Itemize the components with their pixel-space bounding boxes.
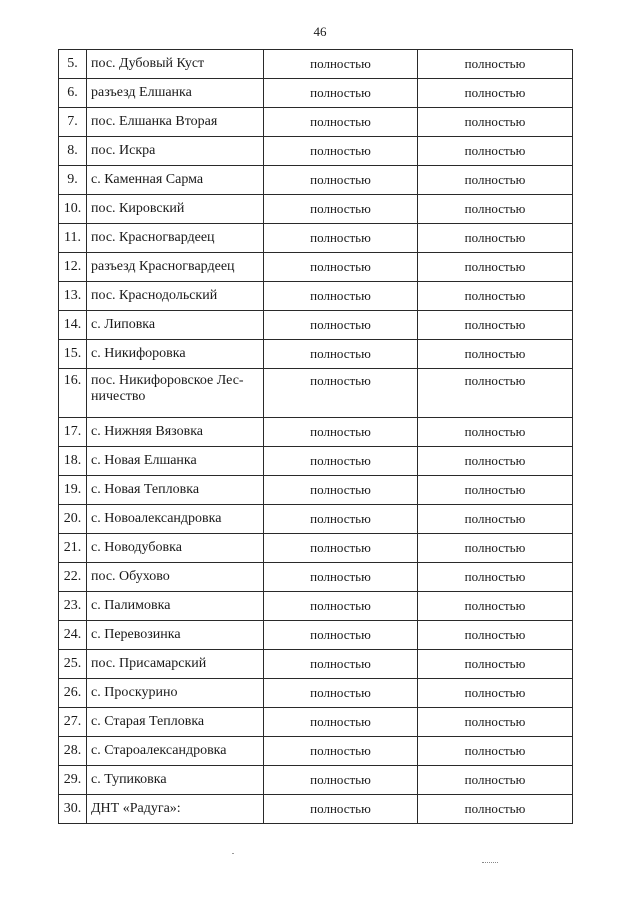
row-number: 19. xyxy=(59,476,87,505)
coverage-status-b: полностью xyxy=(418,795,573,824)
table-row xyxy=(59,592,573,621)
scan-mark xyxy=(232,853,234,854)
settlement-name: с. Нижняя Вязовка xyxy=(87,418,264,447)
settlement-name-line-1: пос. Никифоровское Лес- xyxy=(91,373,244,388)
row-number: 12. xyxy=(59,253,87,282)
coverage-status-b: полностью xyxy=(418,137,573,166)
settlement-name: с. Перевозинка xyxy=(87,621,264,650)
settlement-name: с. Старая Тепловка xyxy=(87,708,264,737)
settlement-name: с. Липовка xyxy=(87,311,264,340)
table-row xyxy=(59,253,573,282)
settlement-name: пос. Краснодольский xyxy=(87,282,264,311)
settlement-name: с. Новодубовка xyxy=(87,534,264,563)
settlement-name xyxy=(87,369,264,418)
row-number: 23. xyxy=(59,592,87,621)
settlement-name: разъезд Елшанка xyxy=(87,79,264,108)
coverage-status-b: полностью xyxy=(418,79,573,108)
coverage-status-a: полностью xyxy=(264,369,418,418)
row-number: 17. xyxy=(59,418,87,447)
settlement-name: с. Никифоровка xyxy=(87,340,264,369)
row-number: 24. xyxy=(59,621,87,650)
row-number: 28. xyxy=(59,737,87,766)
coverage-status-b: полностью xyxy=(418,50,573,79)
coverage-status-b: полностью xyxy=(418,447,573,476)
row-number: 5. xyxy=(59,50,87,79)
settlement-name: ДНТ «Радуга»: xyxy=(87,795,264,824)
coverage-status-b: полностью xyxy=(418,369,573,418)
coverage-status-a: полностью xyxy=(264,282,418,311)
settlement-name: пос. Кировский xyxy=(87,195,264,224)
row-number: 15. xyxy=(59,340,87,369)
coverage-status-b: полностью xyxy=(418,340,573,369)
coverage-status-b: полностью xyxy=(418,563,573,592)
coverage-status-a: полностью xyxy=(264,563,418,592)
coverage-status-b: полностью xyxy=(418,476,573,505)
settlement-name: с. Проскурино xyxy=(87,679,264,708)
table-row xyxy=(59,679,573,708)
coverage-status-a: полностью xyxy=(264,340,418,369)
table-row xyxy=(59,340,573,369)
row-number: 16. xyxy=(59,369,87,418)
table-row xyxy=(59,476,573,505)
row-number: 26. xyxy=(59,679,87,708)
table-row xyxy=(59,766,573,795)
coverage-status-a: полностью xyxy=(264,447,418,476)
table-row xyxy=(59,418,573,447)
coverage-status-a: полностью xyxy=(264,592,418,621)
settlement-name: с. Новоалександровка xyxy=(87,505,264,534)
settlement-name: пос. Елшанка Вторая xyxy=(87,108,264,137)
settlement-name: разъезд Красногвардеец xyxy=(87,253,264,282)
row-number: 30. xyxy=(59,795,87,824)
coverage-status-b: полностью xyxy=(418,166,573,195)
coverage-status-a: полностью xyxy=(264,79,418,108)
row-number: 21. xyxy=(59,534,87,563)
row-number: 9. xyxy=(59,166,87,195)
table-row xyxy=(59,166,573,195)
row-number: 6. xyxy=(59,79,87,108)
settlement-name: с. Каменная Сарма xyxy=(87,166,264,195)
row-number: 25. xyxy=(59,650,87,679)
coverage-status-b: полностью xyxy=(418,737,573,766)
settlement-name: с. Тупиковка xyxy=(87,766,264,795)
row-number: 18. xyxy=(59,447,87,476)
settlement-name: пос. Дубовый Куст xyxy=(87,50,264,79)
table-row xyxy=(59,195,573,224)
settlement-name-line-2: ничество xyxy=(91,389,146,404)
coverage-status-a: полностью xyxy=(264,253,418,282)
table-row xyxy=(59,650,573,679)
table-row xyxy=(59,621,573,650)
table-row xyxy=(59,282,573,311)
coverage-status-a: полностью xyxy=(264,50,418,79)
table-row xyxy=(59,369,573,418)
settlement-name: с. Палимовка xyxy=(87,592,264,621)
table-row xyxy=(59,563,573,592)
coverage-status-b: полностью xyxy=(418,311,573,340)
row-number: 8. xyxy=(59,137,87,166)
coverage-status-a: полностью xyxy=(264,311,418,340)
row-number: 14. xyxy=(59,311,87,340)
table-row xyxy=(59,79,573,108)
settlement-name: с. Новая Тепловка xyxy=(87,476,264,505)
settlement-name: с. Новая Елшанка xyxy=(87,447,264,476)
row-number: 20. xyxy=(59,505,87,534)
table-row xyxy=(59,795,573,824)
coverage-status-a: полностью xyxy=(264,650,418,679)
coverage-status-a: полностью xyxy=(264,708,418,737)
coverage-status-b: полностью xyxy=(418,534,573,563)
table-row xyxy=(59,505,573,534)
row-number: 7. xyxy=(59,108,87,137)
settlement-name: пос. Присамарский xyxy=(87,650,264,679)
table-row xyxy=(59,708,573,737)
table-row xyxy=(59,108,573,137)
coverage-status-b: полностью xyxy=(418,708,573,737)
table-row xyxy=(59,311,573,340)
coverage-status-b: полностью xyxy=(418,592,573,621)
row-number: 11. xyxy=(59,224,87,253)
settlement-name: пос. Искра xyxy=(87,137,264,166)
coverage-status-a: полностью xyxy=(264,476,418,505)
table-row xyxy=(59,737,573,766)
table-body xyxy=(59,50,573,824)
coverage-status-b: полностью xyxy=(418,108,573,137)
coverage-status-a: полностью xyxy=(264,766,418,795)
table-row xyxy=(59,50,573,79)
row-number: 29. xyxy=(59,766,87,795)
coverage-status-a: полностью xyxy=(264,505,418,534)
settlement-name: пос. Красногвардеец xyxy=(87,224,264,253)
coverage-status-a: полностью xyxy=(264,137,418,166)
coverage-status-b: полностью xyxy=(418,418,573,447)
table-row xyxy=(59,224,573,253)
coverage-status-b: полностью xyxy=(418,505,573,534)
settlement-name: с. Староалександровка xyxy=(87,737,264,766)
coverage-status-b: полностью xyxy=(418,224,573,253)
scan-mark xyxy=(482,862,498,864)
coverage-status-a: полностью xyxy=(264,166,418,195)
table-row xyxy=(59,137,573,166)
coverage-status-b: полностью xyxy=(418,650,573,679)
settlements-table xyxy=(58,49,573,824)
coverage-status-b: полностью xyxy=(418,679,573,708)
table-row xyxy=(59,534,573,563)
coverage-status-a: полностью xyxy=(264,795,418,824)
coverage-status-b: полностью xyxy=(418,621,573,650)
coverage-status-b: полностью xyxy=(418,253,573,282)
coverage-status-a: полностью xyxy=(264,621,418,650)
coverage-status-b: полностью xyxy=(418,195,573,224)
coverage-status-a: полностью xyxy=(264,224,418,253)
settlement-name: пос. Обухово xyxy=(87,563,264,592)
row-number: 13. xyxy=(59,282,87,311)
row-number: 27. xyxy=(59,708,87,737)
coverage-status-a: полностью xyxy=(264,737,418,766)
page-number: 46 xyxy=(313,24,327,39)
coverage-status-b: полностью xyxy=(418,766,573,795)
coverage-status-b: полностью xyxy=(418,282,573,311)
coverage-status-a: полностью xyxy=(264,195,418,224)
coverage-status-a: полностью xyxy=(264,108,418,137)
table-row xyxy=(59,447,573,476)
coverage-status-a: полностью xyxy=(264,679,418,708)
coverage-status-a: полностью xyxy=(264,534,418,563)
coverage-status-a: полностью xyxy=(264,418,418,447)
row-number: 10. xyxy=(59,195,87,224)
row-number: 22. xyxy=(59,563,87,592)
